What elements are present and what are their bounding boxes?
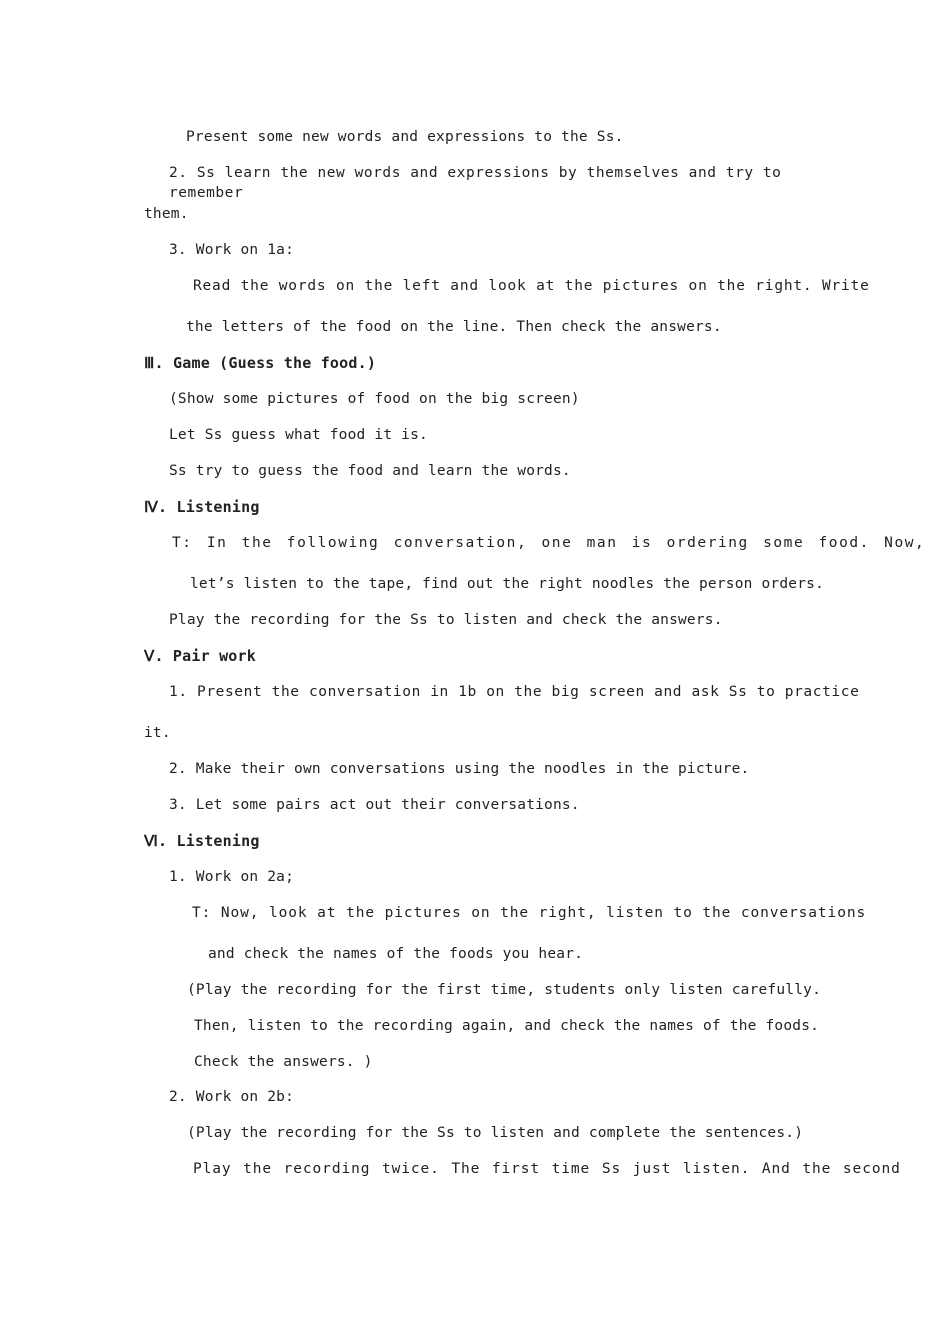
section-heading: Ⅳ. Listening [144, 498, 260, 516]
paragraph-line: let’s listen to the tape, find out the right noodles the person orders. [190, 576, 825, 592]
paragraph-line: 1. Present the conversation in 1b on the big screen and ask Ss to practice [169, 684, 860, 700]
paragraph-line: T: Now, look at the pictures on the right, listen to the conversations [192, 905, 867, 921]
paragraph-line: Play the recording twice. The first time Ss just listen. And the second [193, 1161, 901, 1177]
paragraph-line: them. [144, 206, 189, 222]
paragraph-line: and check the names of the foods you hear. [208, 946, 584, 962]
paragraph-line: 2. Make their own conversations using the noodles in the picture. [169, 761, 750, 777]
paragraph-line: Read the words on the left and look at the pictures on the right. Write [193, 278, 870, 294]
paragraph-line: 3. Work on 1a: [169, 242, 295, 258]
paragraph-line: (Play the recording for the first time, students only listen carefully. [187, 982, 822, 998]
paragraph-line: 1. Work on 2a; [169, 869, 295, 885]
paragraph-line: Check the answers. ) [194, 1054, 373, 1070]
paragraph-line: Let Ss guess what food it is. [169, 427, 428, 443]
paragraph-line: Present some new words and expressions to the Ss. [186, 129, 624, 145]
paragraph-line: 2. Work on 2b: [169, 1089, 295, 1105]
section-heading: Ⅵ. Listening [144, 832, 260, 850]
paragraph-line: (Play the recording for the Ss to listen and complete the sentences.) [187, 1125, 804, 1141]
section-heading: Ⅲ. Game (Guess the food.) [144, 354, 377, 372]
paragraph-line: Ss try to guess the food and learn the words. [169, 463, 571, 479]
paragraph-line: Play the recording for the Ss to listen and check the answers. [169, 612, 723, 628]
paragraph-line: 3. Let some pairs act out their conversations. [169, 797, 580, 813]
section-heading: Ⅴ. Pair work [144, 647, 256, 665]
line-text: 2. Ss learn the new words and expressions by themselves and try to remember [169, 165, 782, 201]
paragraph-line: the letters of the food on the line. Then check the answers. [186, 319, 722, 335]
paragraph-line-justified [169, 163, 805, 203]
paragraph-line: Then, listen to the recording again, and check the names of the foods. [194, 1018, 820, 1034]
paragraph-line: it. [144, 725, 171, 741]
paragraph-line: (Show some pictures of food on the big screen) [169, 391, 580, 407]
paragraph-line: T: In the following conversation, one man is ordering some food. Now, [172, 535, 926, 551]
